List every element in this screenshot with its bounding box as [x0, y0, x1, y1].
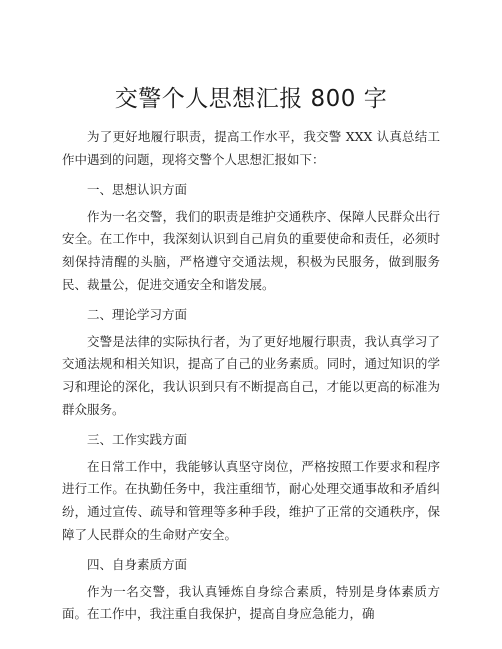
document-body [62, 126, 440, 626]
document-title: 交警个人思想汇报 800 字 [114, 86, 388, 112]
section-heading-3: 三、工作实践方面 [87, 432, 188, 448]
section-heading-2: 二、理论学习方面 [87, 307, 188, 323]
intro-paragraph: 为了更好地履行职责，提高工作水平，我交警 XXX 认真总结工作中遇到的问题，现将交警个人思想汇报如下： [62, 129, 440, 167]
section-body-3: 在日常工作中，我能够认真坚守岗位，严格按照工作要求和程序进行工作。在执勤任务中，我注重细节，耐心处理交通事故和矛盾纠纷，通过宣传、疏导和管理等多种手段，维护了正常的交通秩序，保障了人民群众的生命财产安全。 [62, 458, 440, 542]
section-body-4: 作为一名交警，我认真锤炼自身综合素质，特别是身体素质方面。在工作中，我注重自我保护，提高自身应急能力，确 [62, 583, 440, 622]
section-body-2: 交警是法律的实际执行者，为了更好地履行职责，我认真学习了交通法规和相关知识，提高了自己的业务素质。同时，通过知识的学习和理论的深化，我认识到只有不断提高自己，才能以更高的标准为群众服务。 [62, 333, 440, 417]
section-heading-4: 四、自身素质方面 [87, 557, 188, 573]
section-body-1: 作为一名交警，我们的职责是维护交通秩序、保障人民群众出行安全。在工作中，我深刻认识到自己肩负的重要使命和责任，必须时刻保持清醒的头脑，严格遵守交通法规，积极为民服务，做到服务民、裁量公，促进交通安全和谐发展。 [62, 208, 440, 292]
section-heading-1: 一、思想认识方面 [87, 182, 188, 198]
